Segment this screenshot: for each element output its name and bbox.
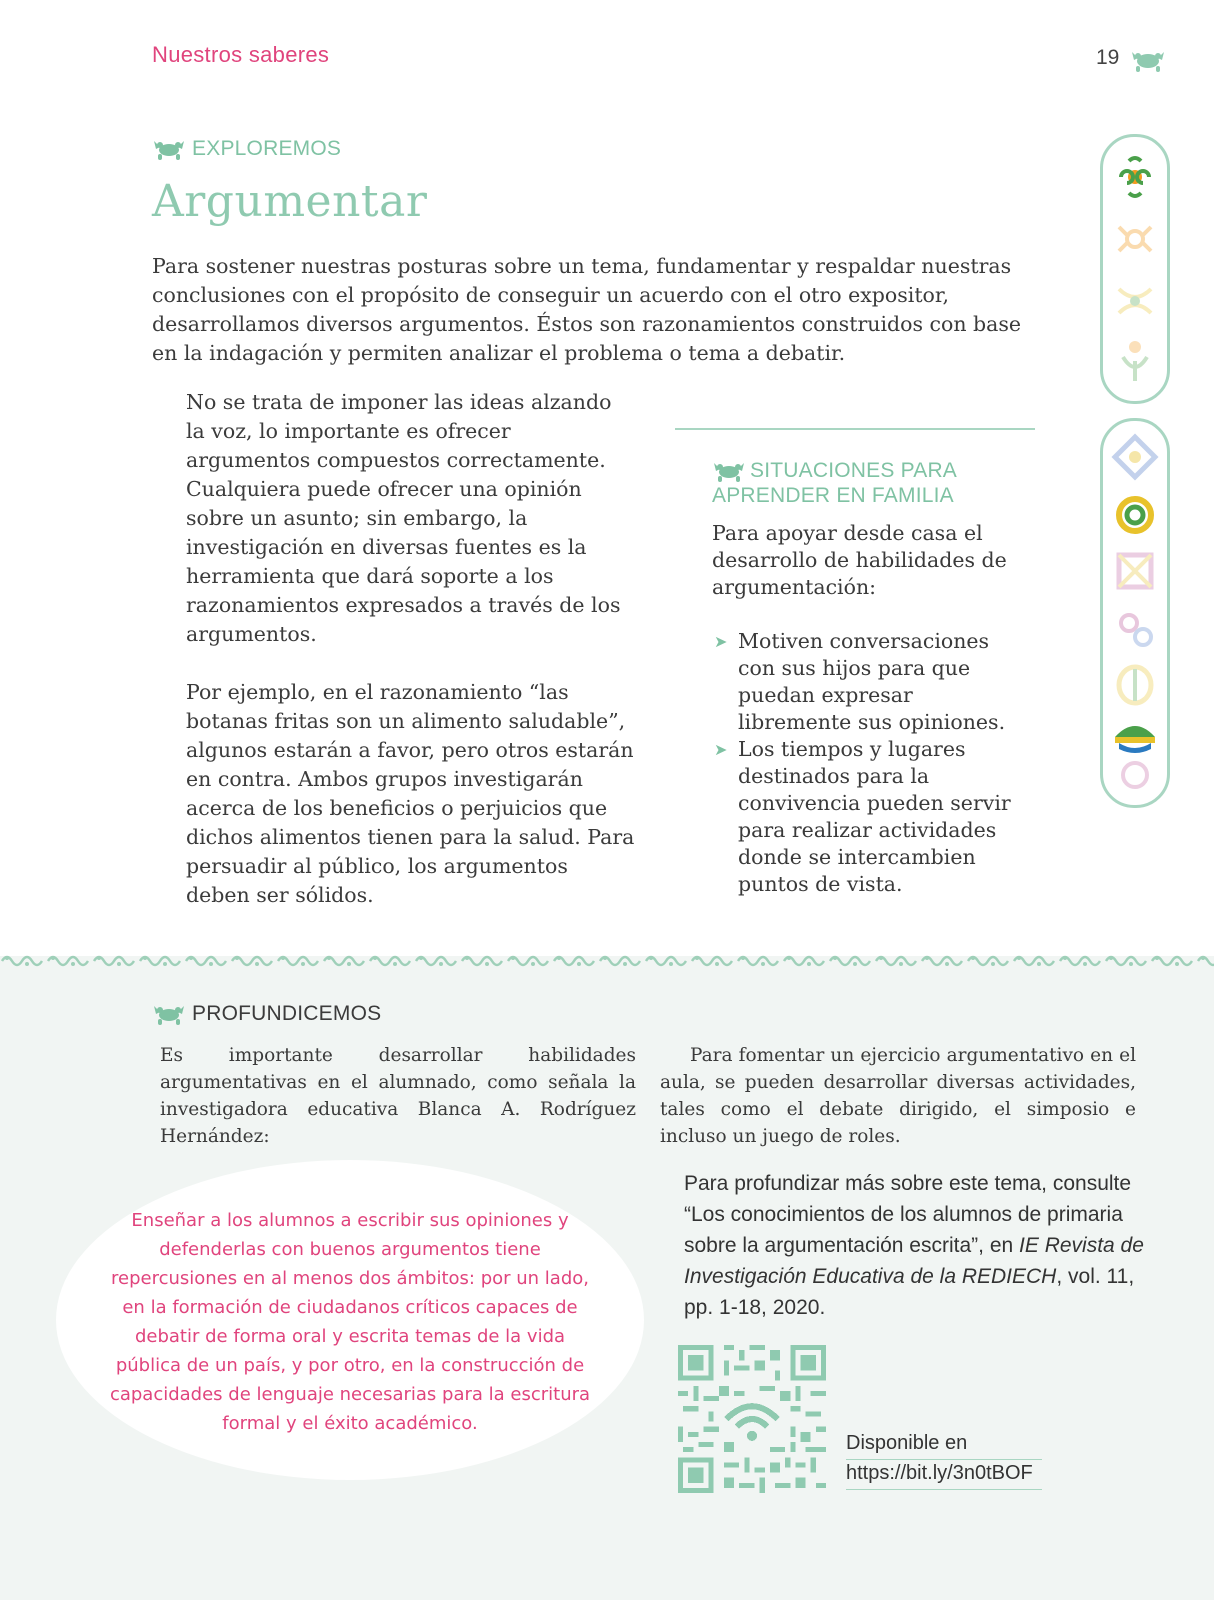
familia-intro: Para apoyar desde casa el desarrollo de habilidades de argumentación: [712, 521, 1007, 599]
igualdad-genero-icon [1121, 615, 1151, 645]
familia-label [712, 458, 1012, 508]
vida-saludable-icon [1119, 667, 1151, 703]
decorative-border [0, 950, 1214, 972]
resource-link[interactable]: https://bit.ly/3n0tBOF [846, 1462, 1033, 1484]
paragraph-example: Por ejemplo, en el razonamiento “las botanas fritas son un alimento saludable”, algunos estarán a favor, pero otros estarán en contra. Ambos grupos investigarán acerca de los beneficios o perjuicios que dichos alimentos tienen para la salud. Para persuadir al público, los argumentos deben ser sólidos. [186, 680, 635, 907]
list-item: ➤ Los tiempos y lugares destinados para la convivencia pueden servir para realizar actividades donde se intercambien puntos de vista. [712, 736, 1032, 898]
axolotl-icon [152, 1002, 186, 1026]
familia-list [712, 628, 1032, 898]
profundicemos-right-text: Para fomentar un ejercicio argumentativo en el aula, se pueden desarrollar diversas actividades, tales como el debate dirigido, el simposio e incluso un juego de roles. [660, 1045, 1136, 1147]
page-number: 19 [1096, 46, 1120, 69]
link-underline-2 [846, 1489, 1042, 1490]
reference-text [684, 1168, 1144, 1323]
left-column [186, 388, 636, 939]
profundicemos-label-text: PROFUNDICEMOS [192, 1002, 382, 1025]
artes-icon [1123, 763, 1147, 787]
paragraph-ideas: No se trata de imponer las ideas alzando la voz, lo importante es ofrecer argumentos compuestos correctamente. Cualquiera puede ofrecer una opinión sobre un asunto; sin embargo, la investigación en diversas fuentes es la herramienta que dará soporte a los razonamientos expresados a través de los argumentos. [186, 390, 621, 646]
section-divider [675, 428, 1035, 430]
running-header: Nuestros saberes [152, 42, 330, 67]
reference-pre: Para profundizar más sobre este tema, consulte “Los conocimientos de los alumnos de primaria sobre la argumentación escrita”, en [684, 1172, 1132, 1257]
profundicemos-left-text: Es importante desarrollar habilidades argumentativas en el alumnado, como señala la investigadora educativa Blanca A. Rodríguez Hernández: [160, 1045, 636, 1147]
inclusion-icon [1115, 437, 1155, 477]
lectura-icon [1115, 726, 1155, 753]
quote-text: Enseñar a los alumnos a escribir sus opiniones y defenderlas con buenos argumentos tiene repercusiones en al menos dos ámbitos: por un lado, en la formación de ciudadanos críticos capaces de debatir de forma oral y escrita temas de la vida pública de un país, y por otro, en la construcción de capacidades de lenguaje necesarias para la escritura formal y el éxito académico. [109, 1210, 591, 1434]
etica-icon [1119, 289, 1151, 313]
exploremos-label-text: EXPLOREMOS [192, 137, 342, 160]
reference-journal: IE Revista de Investigación Educativa de la REDIECH [684, 1234, 1144, 1288]
profundicemos-label [152, 1002, 381, 1026]
saberes-icon [1119, 227, 1151, 251]
link-underline-1 [846, 1459, 1042, 1460]
available-label: Disponible en [846, 1432, 968, 1454]
qr-code-icon[interactable] [678, 1345, 826, 1493]
humano-icon [1123, 341, 1147, 381]
interculturalidad-icon [1119, 555, 1151, 587]
availability [846, 1428, 1033, 1488]
exploremos-label [152, 137, 341, 161]
pensamiento-critico-icon [1119, 499, 1151, 531]
axolotl-icon [152, 137, 186, 161]
list-item: ➤ Motiven conversaciones con sus hijos para que puedan expresar libremente sus opiniones. [712, 628, 1032, 736]
sidebar-field-icons [1100, 134, 1170, 404]
axolotl-icon [712, 459, 746, 483]
ejes-articuladores-icons [1111, 433, 1159, 793]
lenguajes-icon [1121, 158, 1149, 196]
reference-post: , vol. 11, pp. 1-18, 2020. [684, 1265, 1135, 1319]
sidebar-axis-icons [1100, 418, 1170, 808]
intro-paragraph: Para sostener nuestras posturas sobre un tema, fundamentar y respaldar nuestras conclusiones con el propósito de conseguir un acuerdo con el otro expositor, desarrollamos diversos argumentos. Éstos son razonamientos construidos con base en la indagación y permiten analizar el problema o tema a debatir. [152, 254, 1022, 365]
campos-formativos-icons [1111, 151, 1159, 387]
axolotl-logo-icon [1128, 46, 1168, 74]
page-title: Argumentar [152, 176, 428, 227]
familia-label-text: SITUACIONES PARA APRENDER EN FAMILIA [712, 459, 956, 508]
